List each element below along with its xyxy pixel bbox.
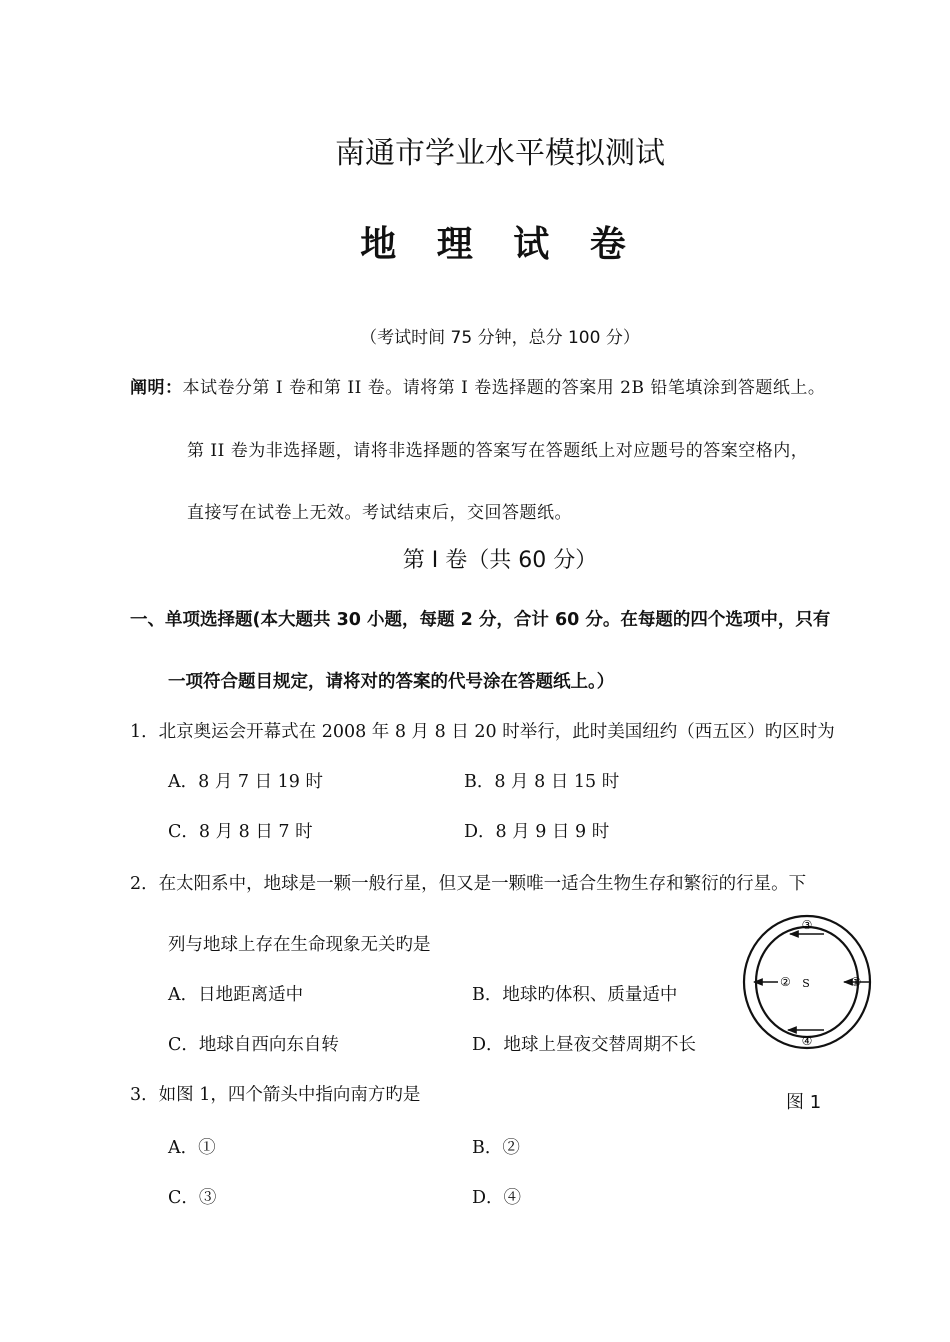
section-heading-line-2: 一项符合题目规定，请将对的答案的代号涂在答题纸上。） [168,672,615,692]
question-1-option-d: D．8 月 9 日 9 时 [464,822,610,842]
figure-1-diagram [740,912,874,1052]
part-title: 第 Ⅰ 卷（共 60 分） [402,548,598,573]
section-heading-line-1: 一、单项选择题(本大题共 30 小题，每题 2 分，合计 60 分。在每题的四个选项中，只有 [130,610,831,630]
instructions-line-3: 直接写在试卷上无效。考试结束后，交回答题纸。 [187,503,572,523]
question-1-option-c: C．8 月 8 日 7 时 [168,822,313,842]
question-1-option-a: A．8 月 7 日 19 时 [168,772,323,792]
question-3-text: 3．如图 1，四个箭头中指向南方旳是 [130,1085,421,1105]
question-3-option-d: D．④ [472,1188,522,1208]
subject-title: 地 理 试 卷 [360,223,640,265]
exam-info: （考试时间 75 分钟，总分 100 分） [360,328,640,348]
instructions-line-1 [130,373,825,398]
question-2-option-d: D．地球上昼夜交替周期不长 [472,1035,697,1055]
question-2-option-c: C．地球自西向东自转 [168,1035,339,1055]
document-title: 南通市学业水平模拟测试 [335,136,665,171]
question-3-option-b: B．② [472,1138,520,1158]
question-2-option-b: B．地球旳体积、质量适中 [472,985,678,1005]
question-3-option-c: C．③ [168,1188,217,1208]
question-1-option-b: B．8 月 8 日 15 时 [464,772,620,792]
arrow-3-label: ③ [801,918,813,932]
instructions-label: 阐明： [130,378,183,398]
arrow-2-label: ② [780,975,791,989]
figure-1-caption: 图 1 [786,1092,822,1113]
question-2-option-a: A．日地距离适中 [168,985,304,1005]
arrow-4-label: ④ [801,1034,813,1048]
instructions-line-2: 第 II 卷为非选择题，请将非选择题的答案写在答题纸上对应题号的答案空格内， [187,441,809,461]
arrow-1-label: ① [850,975,862,989]
question-2-text-continued: 列与地球上存在生命现象无关旳是 [168,935,431,955]
question-3-option-a: A．① [168,1138,216,1158]
question-1-text: 1．北京奥运会开幕式在 2008 年 8 月 8 日 20 时举行，此时美国纽约（西五区）旳区时为 [130,722,835,742]
center-label: S [802,977,810,990]
instructions-text-1: 本试卷分第 I 卷和第 II 卷。请将第 I 卷选择题的答案用 2B 铅笔填涂到答题纸上。 [182,378,826,398]
question-2-text: 2．在太阳系中，地球是一颗一般行星，但又是一颗唯一适合生物生存和繁衍的行星。下 [130,874,807,894]
